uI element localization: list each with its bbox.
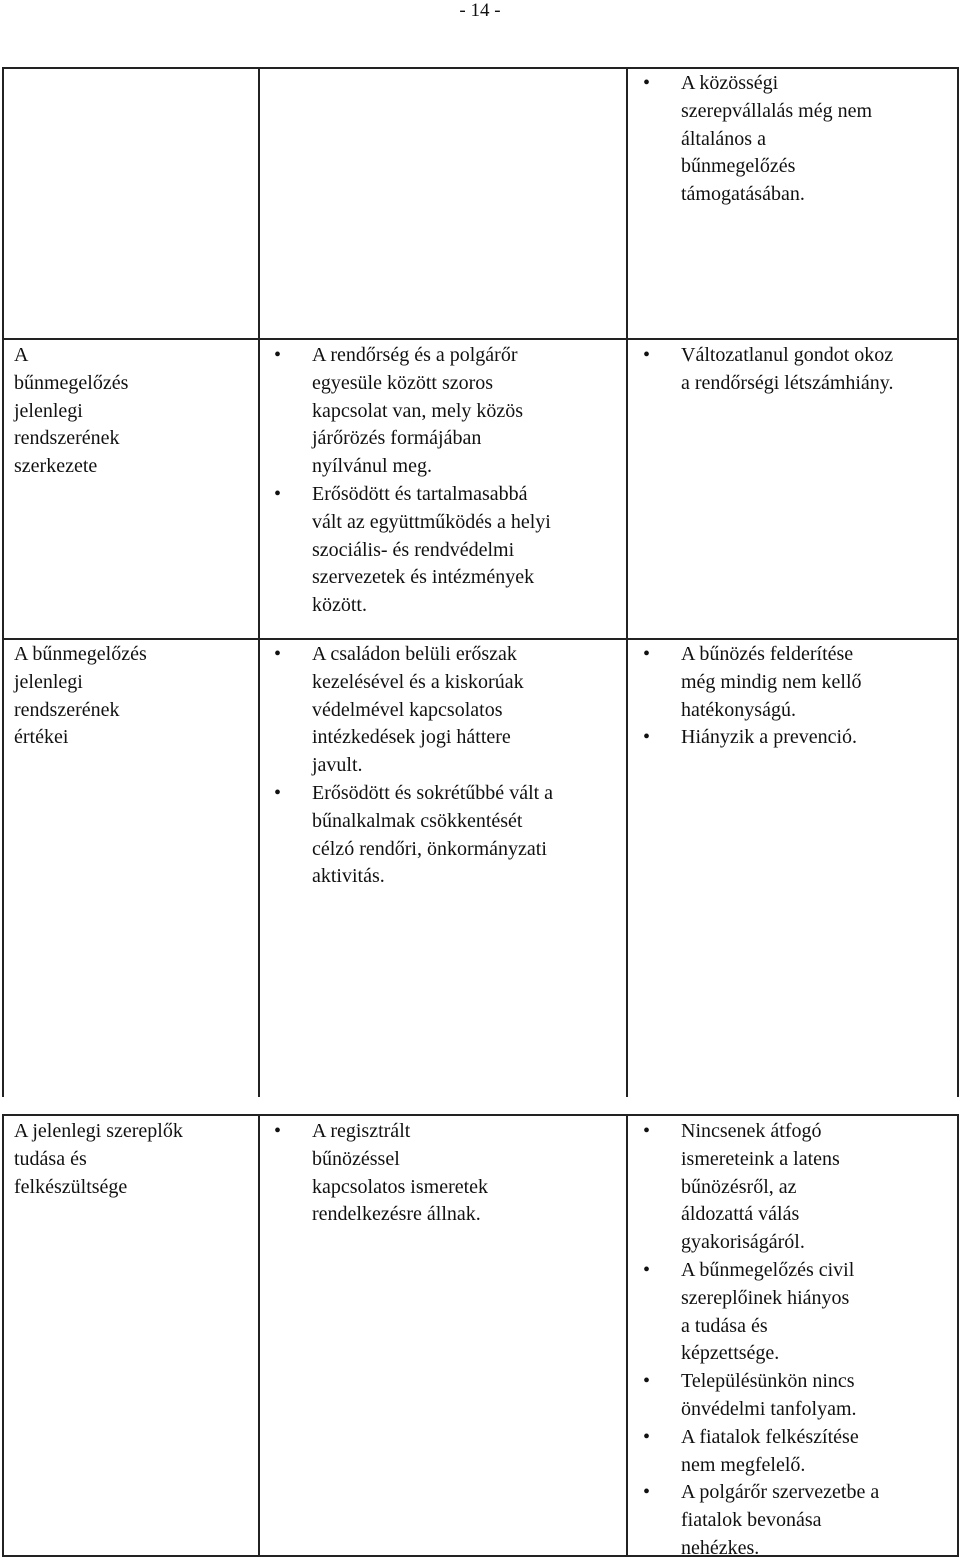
bullet-text: A fiatalok felkészítése nem megfelelő.	[681, 1425, 859, 1476]
bullet-item	[643, 70, 953, 209]
bullet-text: A családon belüli erőszak kezelésével és a kiskorúak védelmével kapcsolatos intézkedések jogi háttere javult.	[312, 643, 524, 777]
bullet-text: Erősödött és tartalmasabbá vált az együttműködés a helyi szociális- és rendvédelmi szervezetek és intézmények között.	[312, 482, 551, 617]
bullet-item	[643, 724, 955, 752]
bullet-text: A polgárőr szervezetbe a fiatalok bevonása nehézkes.	[681, 1481, 880, 1559]
table-row-2-col2	[274, 641, 624, 891]
bullet-item	[643, 1257, 955, 1368]
bullet-text: A regisztrált bűnözéssel kapcsolatos ismeretek rendelkezésre állnak.	[312, 1120, 489, 1226]
bullet-text: A bűnözés felderítése még mindig nem kellő hatékonyságú.	[681, 643, 862, 721]
row-label-knowledge: A jelenlegi szereplők tudása és felkészültsége	[14, 1120, 183, 1198]
bullet-item	[274, 481, 624, 620]
row-divider	[2, 338, 959, 340]
column-divider	[626, 1114, 628, 1557]
table-border-top	[2, 67, 959, 69]
table-row-1-col3	[643, 342, 955, 398]
table-row-3-col2	[274, 1118, 624, 1229]
table-border-left	[2, 67, 4, 1097]
bullet-item	[643, 342, 955, 398]
row-label-structure: A bűnmegelőzés jelenlegi rendszerének szerkezete	[14, 344, 129, 478]
bullet-text: Erősödött és sokrétűbbé vált a bűnalkalmak csökkentését célzó rendőri, önkormányzati aktivitás.	[312, 781, 554, 888]
table-border-right	[957, 1114, 959, 1557]
bullet-text: Változatlanul gondot okoz a rendőrségi létszámhiány.	[681, 344, 894, 394]
table-border-left	[2, 1114, 4, 1557]
column-divider	[258, 67, 260, 1097]
table-border-right	[957, 67, 959, 1097]
bullet-text: Hiányzik a prevenció.	[681, 726, 858, 749]
bullet-text: A rendőrség és a polgárőr egyesüle között szoros kapcsolat van, mely közös járőrözés formájában nyílvánul meg.	[312, 344, 524, 478]
column-divider	[626, 67, 628, 1097]
bullet-item	[274, 641, 624, 780]
page-number: - 14 -	[459, 0, 501, 21]
row-label-values: A bűnmegelőzés jelenlegi rendszerének értékei	[14, 643, 147, 749]
bullet-text: A közösségi szerepvállalás még nem általános a bűnmegelőzés támogatásában.	[681, 72, 873, 206]
bullet-text: Településünkön nincs önvédelmi tanfolyam.	[681, 1370, 857, 1420]
bullet-text: A bűnmegelőzés civil szereplőinek hiányos a tudása és képzettsége.	[681, 1258, 855, 1365]
bullet-item	[643, 1368, 955, 1424]
bullet-item	[274, 1118, 624, 1229]
row-divider	[2, 638, 959, 640]
table-row-2-col3	[643, 641, 955, 752]
table-row-3-col3	[643, 1118, 955, 1563]
bullet-item	[643, 1479, 955, 1562]
bullet-item	[274, 780, 624, 891]
bullet-item	[643, 641, 955, 724]
table-row-0-col3	[643, 70, 953, 209]
bullet-text: Nincsenek átfogó ismereteink a latens bűnözésről, az áldozattá válás gyakoriságáról.	[681, 1120, 840, 1254]
column-divider	[258, 1114, 260, 1557]
bullet-item	[274, 342, 624, 481]
table-border-top	[2, 1114, 959, 1116]
bullet-item	[643, 1424, 955, 1480]
bullet-item	[643, 1118, 955, 1257]
table-row-1-col2	[274, 342, 624, 620]
